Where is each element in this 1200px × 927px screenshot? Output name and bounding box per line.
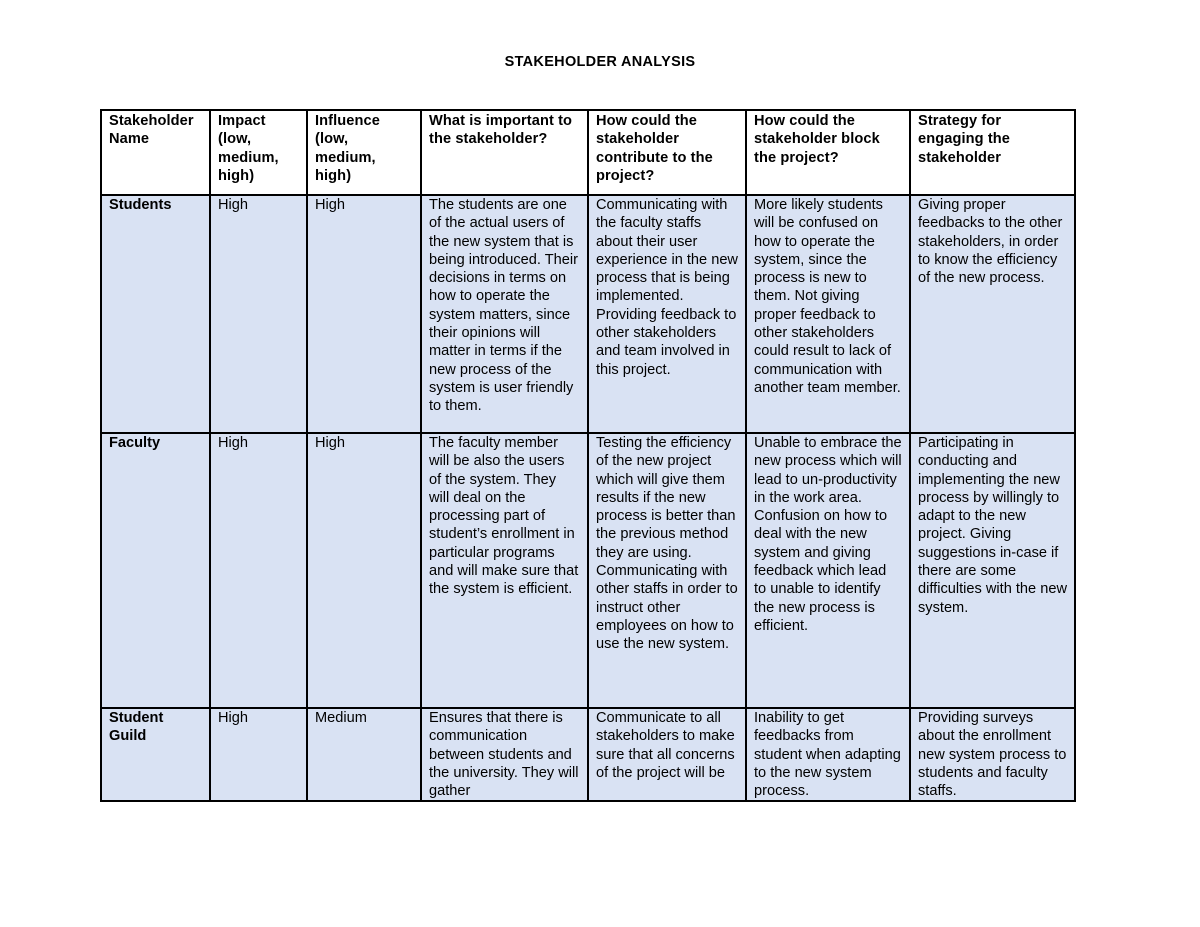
- stakeholder-table: [100, 109, 1076, 802]
- strategy-cell: Giving proper feedbacks to the other stakeholders, in order to know the efficiency of the new process.: [918, 197, 1063, 287]
- influence-cell: High: [315, 197, 346, 213]
- impact-cell: High: [218, 197, 249, 213]
- block-cell: More likely students will be confused on how to operate the system, since the process is new to them. Not giving proper feedback to other stakeholders could result to lack of communication with another team member.: [754, 197, 901, 396]
- header-influence: Influence (low, medium, high): [307, 110, 421, 195]
- impact-cell: High: [218, 710, 249, 726]
- page-title: STAKEHOLDER ANALYSIS: [504, 54, 696, 70]
- stakeholder-name: Students: [109, 197, 172, 213]
- table-row: [101, 708, 1075, 801]
- table-row: [101, 433, 1075, 708]
- contribute-cell: Testing the efficiency of the new project which will give them results if the new process is better than the previous method they are using. Communicating with other staffs in order to instruct other employees on how to use the new system.: [596, 435, 738, 653]
- block-cell: Unable to embrace the new process which will lead to un-productivity in the work area. Confusion on how to deal with the new system and giving feedback which lead to unable to identify the new process is efficient.: [754, 435, 902, 634]
- block-cell: Inability to get feedbacks from student when adapting to the new system process.: [754, 710, 901, 800]
- table-header-row: [101, 110, 1075, 195]
- header-impact: Impact (low, medium, high): [210, 110, 307, 195]
- important-cell: The students are one of the actual users of the new system that is being introduced. Their decisions in terms on how to operate the system matters, since their opinions will matter in terms if the new process of the system is user friendly to them.: [429, 197, 579, 415]
- table-row: [101, 195, 1075, 433]
- strategy-cell: Participating in conducting and implementing the new process by willingly to adapt to the new project. Giving suggestions in-case if there are some difficulties with the new system.: [918, 435, 1067, 616]
- influence-cell: High: [315, 435, 346, 451]
- influence-cell: Medium: [315, 710, 367, 726]
- important-cell: The faculty member will be also the users of the system. They will deal on the processing part of student’s enrollment in particular programs and will make sure that the system is efficient.: [429, 435, 579, 598]
- important-cell: Ensures that there is communication between students and the university. They will gather: [429, 710, 579, 800]
- contribute-cell: Communicate to all stakeholders to make sure that all concerns of the project will be: [596, 710, 735, 781]
- header-important: What is important to the stakeholder?: [421, 110, 588, 195]
- contribute-cell: Communicating with the faculty staffs about their user experience in the new process that is being implemented. Providing feedback to other stakeholders and team involved in this project.: [596, 197, 738, 378]
- stakeholder-name: Faculty: [109, 435, 161, 451]
- header-stakeholder-name: Stakeholder Name: [101, 110, 210, 195]
- header-strategy: Strategy for engaging the stakeholder: [910, 110, 1075, 195]
- impact-cell: High: [218, 435, 249, 451]
- strategy-cell: Providing surveys about the enrollment new system process to students and faculty staffs.: [918, 710, 1067, 800]
- header-contribute: How could the stakeholder contribute to the project?: [588, 110, 746, 195]
- stakeholder-name: Student Guild: [109, 710, 164, 745]
- header-block: How could the stakeholder block the project?: [746, 110, 910, 195]
